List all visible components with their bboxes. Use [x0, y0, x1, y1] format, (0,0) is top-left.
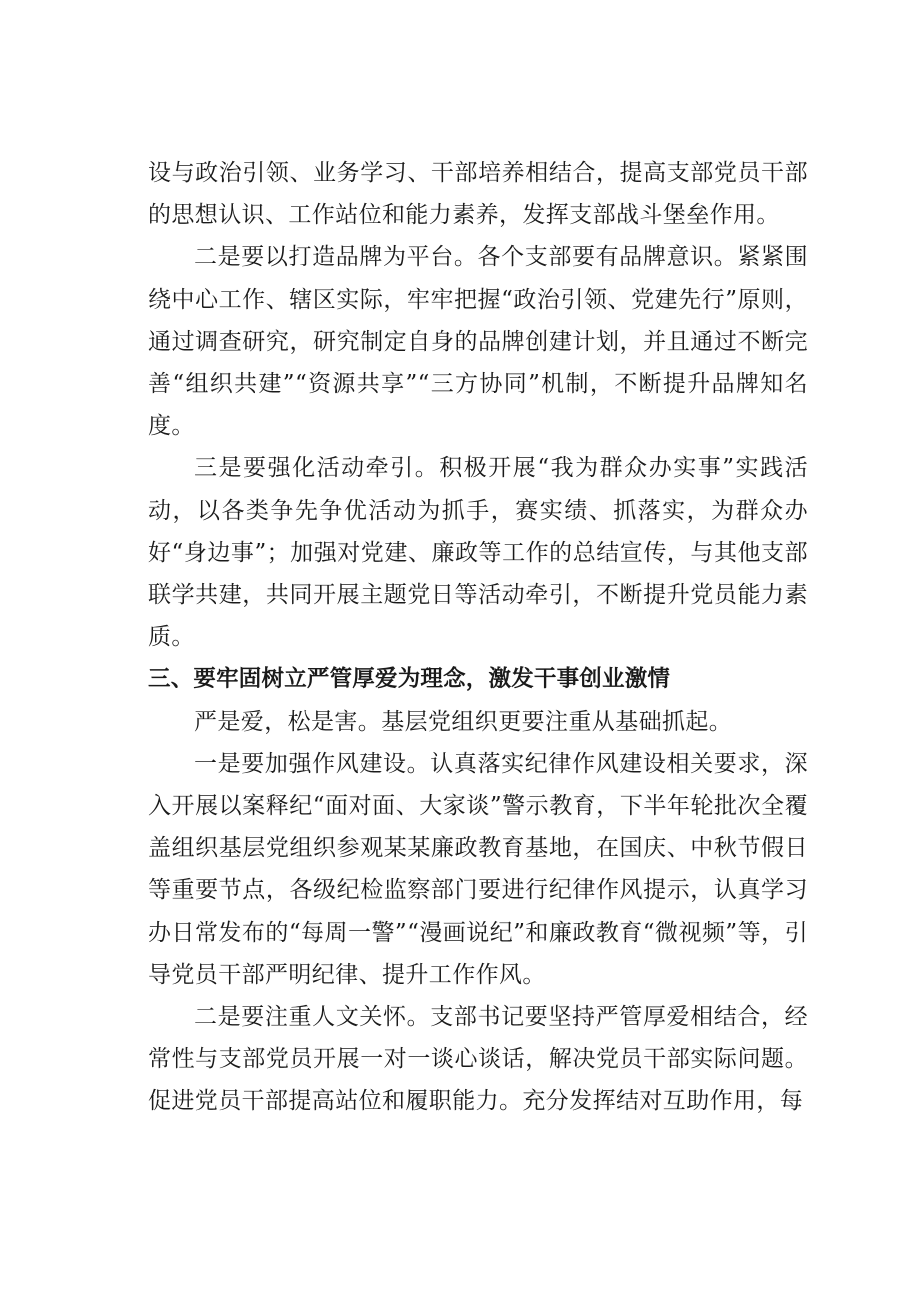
paragraph-humanistic-care: 二是要注重人文关怀。支部书记要坚持严管厚爱相结合，经常性与支部党员开展一对一谈心谈话，解决党员干部实际问题。促进党员干部提高站位和履职能力。充分发挥结对互助作用，每: [148, 1004, 808, 1115]
paragraph-work-style: 一是要加强作风建设。认真落实纪律作风建设相关要求，深入开展以案释纪“面对面、大家谈”警示教育，下半年轮批次全覆盖组织基层党组织参观某某廉政教育基地，在国庆、中秋节假日等重要节点，各级纪检监察部门要进行纪律作风提示，认真学习办日常发布的“每周一警”“漫画说纪”和廉政教育“微视频”等，引导党员干部严明纪律、提升工作作风。: [148, 750, 808, 988]
paragraph-brand-platform: 二是要以打造品牌为平台。各个支部要有品牌意识。紧紧围绕中心工作、辖区实际，牢牢把握“政治引领、党建先行”原则，通过调查研究，研究制定自身的品牌创建计划，并且通过不断完善“组织共建”“资源共享”“三方协同”机制，不断提升品牌知名度。: [148, 244, 808, 440]
paragraph-strict-is-love: 严是爱，松是害。基层党组织更要注重从基础抓起。: [194, 708, 733, 735]
paragraph-activity-traction: 三是要强化活动牵引。积极开展“我为群众办实事”实践活动，以各类争先争优活动为抓手，赛实绩、抓落实，为群众办好“身边事”；加强对党建、廉政等工作的总结宣传，与其他支部联学共建，共同开展主题党日等活动牵引，不断提升党员能力素质。: [148, 455, 808, 651]
section-heading-3: 三、要牢固树立严管厚爱为理念，激发干事创业激情: [148, 666, 671, 693]
paragraph-continuation: 设与政治引领、业务学习、干部培养相结合，提高支部党员干部的思想认识、工作站位和能力素养，发挥支部战斗堡垒作用。: [148, 160, 808, 229]
document-body: [148, 152, 808, 1123]
